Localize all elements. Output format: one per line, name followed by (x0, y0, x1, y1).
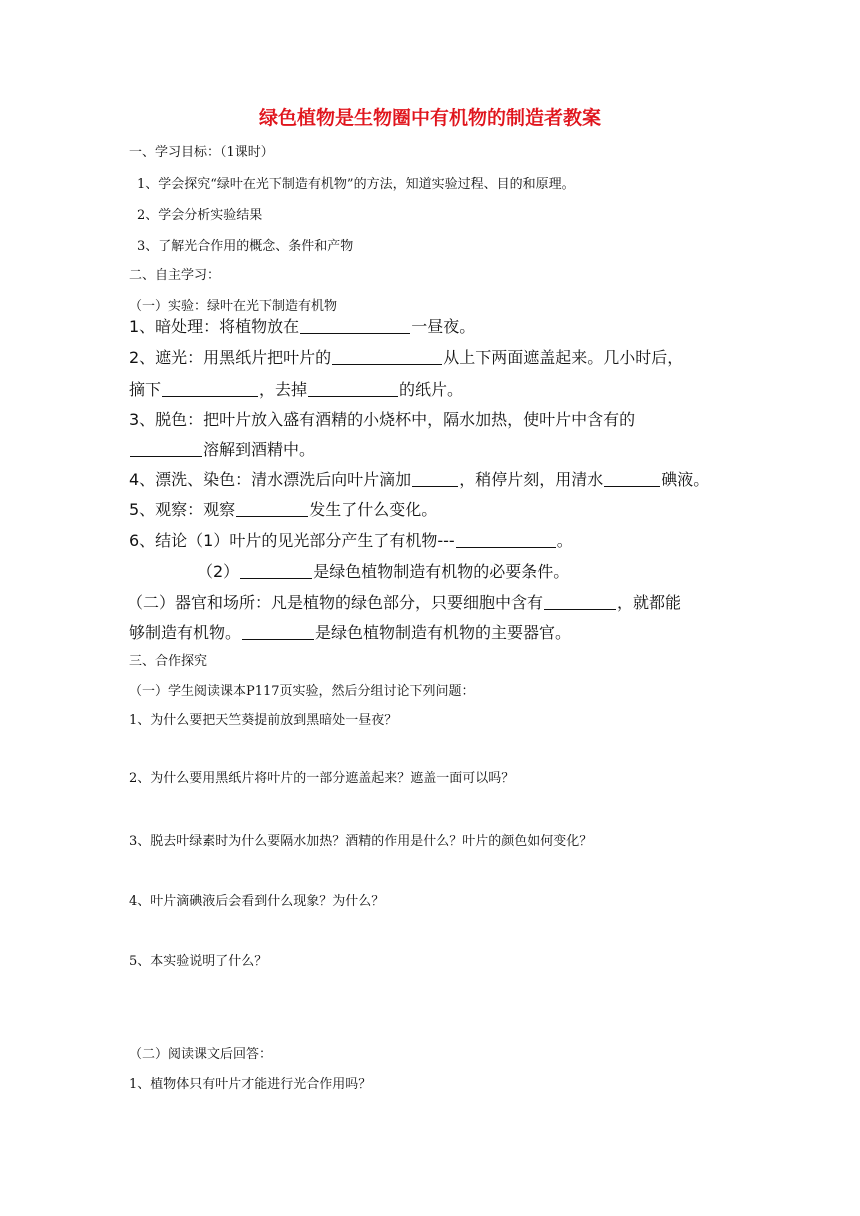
question-line (129, 467, 709, 490)
discussion-question: 4、叶片滴碘液后会看到什么现象？为什么？ (129, 894, 385, 909)
question-text: 6、结论（1）叶片的见光部分产生了有机物--- (129, 531, 455, 550)
question-line (127, 590, 681, 613)
question-text: 摘下 (129, 380, 162, 399)
question-line (129, 620, 571, 643)
question-text: 的纸片。 (399, 380, 464, 399)
question-line (129, 345, 683, 368)
question-line (129, 437, 315, 460)
reading-question: 1、植物体只有叶片才能进行光合作用吗？ (129, 1077, 372, 1092)
fill-blank (604, 471, 660, 487)
question-text: 5、观察：观察 (129, 500, 236, 519)
question-text: 是绿色植物制造有机物的主要器官。 (315, 623, 572, 642)
question-text: 2、遮光：用黑纸片把叶片的 (129, 348, 332, 367)
question-line (129, 497, 437, 520)
fill-blank (332, 349, 442, 365)
question-text: （二）器官和场所：凡是植物的绿色部分，只要细胞中含有 (127, 593, 544, 612)
question-text: ，就都能 (617, 593, 682, 612)
fill-blank (544, 594, 616, 610)
fill-blank (240, 563, 312, 579)
question-text: （2） (197, 562, 240, 581)
fill-blank (162, 381, 258, 397)
question-line (129, 528, 573, 551)
question-text: 够制造有机物。 (129, 623, 242, 642)
objective-item: 1、学会探究“绿叶在光下制造有机物”的方法，知道实验过程、目的和原理。 (137, 177, 575, 192)
document-title: 绿色植物是生物圈中有机物的制造者教案 (258, 107, 601, 129)
question-line (129, 314, 475, 337)
subsection-discussion-heading: （一）学生阅读课本P117页实验，然后分组讨论下列问题： (129, 684, 475, 699)
question-text: 。 (556, 531, 573, 550)
fill-blank (130, 441, 202, 457)
question-text: 4、漂洗、染色：清水漂洗后向叶片滴加 (129, 470, 412, 489)
fill-blank (308, 381, 398, 397)
question-line (197, 559, 569, 582)
discussion-question: 1、为什么要把天竺葵提前放到黑暗处一昼夜？ (129, 713, 398, 728)
fill-blank (300, 318, 410, 334)
question-text: ，稍停片刻，用清水 (459, 470, 604, 489)
question-text: 是绿色植物制造有机物的必要条件。 (313, 562, 570, 581)
question-text: 一昼夜。 (411, 317, 476, 336)
objective-item: 2、学会分析实验结果 (137, 208, 263, 223)
discussion-question: 5、本实验说明了什么？ (129, 954, 268, 969)
fill-blank (456, 532, 556, 548)
fill-blank (412, 471, 458, 487)
question-line: 3、脱色：把叶片放入盛有酒精的小烧杯中，隔水加热，使叶片中含有的 (129, 410, 636, 429)
fill-blank (242, 624, 314, 640)
fill-blank (236, 501, 308, 517)
question-text: 发生了什么变化。 (309, 500, 438, 519)
question-text: 溶解到酒精中。 (203, 440, 316, 459)
question-text: 从上下两面遮盖起来。几小时后， (443, 348, 684, 367)
subsection-experiment-heading: （一）实验：绿叶在光下制造有机物 (129, 299, 338, 314)
question-text: ，去掉 (259, 380, 308, 399)
section-2-heading: 二、自主学习： (129, 268, 221, 283)
section-3-heading: 三、合作探究 (129, 654, 208, 669)
discussion-question: 2、为什么要用黑纸片将叶片的一部分遮盖起来？遮盖一面可以吗？ (129, 771, 515, 786)
question-line (129, 377, 463, 400)
objective-item: 3、了解光合作用的概念、条件和产物 (137, 239, 354, 254)
question-text: 碘液。 (661, 470, 710, 489)
discussion-question: 3、脱去叶绿素时为什么要隔水加热？酒精的作用是什么？叶片的颜色如何变化？ (129, 834, 593, 849)
subsection-reading-heading: （二）阅读课文后回答： (129, 1047, 273, 1062)
question-text: 1、暗处理：将植物放在 (129, 317, 300, 336)
section-1-heading: 一、学习目标：（1课时） (129, 145, 274, 160)
